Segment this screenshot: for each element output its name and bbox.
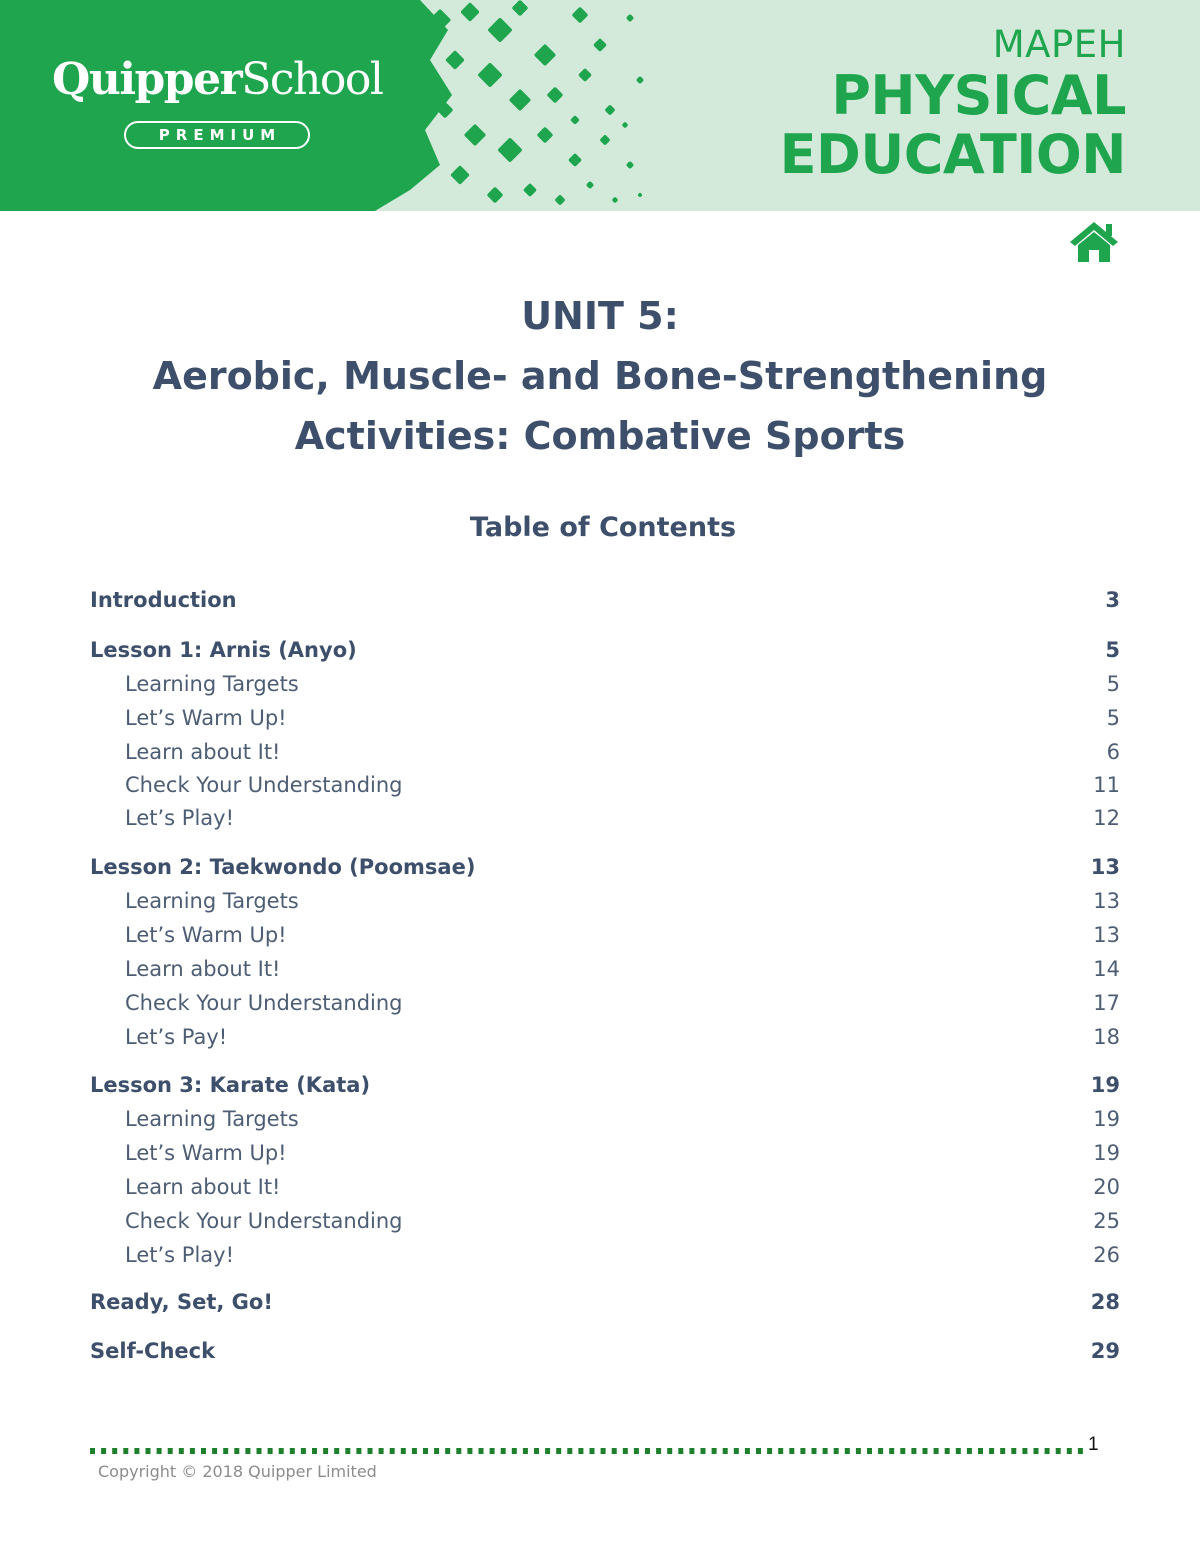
footer-dot bbox=[501, 1448, 506, 1454]
banner-diamond bbox=[509, 89, 532, 112]
footer-dot bbox=[878, 1448, 883, 1454]
banner-diamond bbox=[604, 104, 615, 115]
footer-dot bbox=[701, 1448, 706, 1454]
banner-diamond bbox=[487, 17, 512, 42]
premium-badge: PREMIUM bbox=[124, 121, 310, 149]
footer-dot bbox=[356, 1448, 361, 1454]
toc-section-entry[interactable] bbox=[90, 1339, 1120, 1373]
footer-dot bbox=[412, 1448, 417, 1454]
footer-dot bbox=[390, 1448, 395, 1454]
toc-section-entry[interactable] bbox=[90, 855, 1120, 889]
toc-entry-label: Let’s Pay! bbox=[125, 1025, 228, 1049]
toc-entry-page: 14 bbox=[1093, 957, 1120, 981]
toc-entry-page: 13 bbox=[1093, 889, 1120, 913]
toc-entry-label: Check Your Understanding bbox=[125, 773, 403, 797]
footer-dot bbox=[157, 1448, 162, 1454]
footer-dot bbox=[934, 1448, 939, 1454]
toc-entry-page: 11 bbox=[1093, 773, 1120, 797]
toc-entry-page: 18 bbox=[1093, 1025, 1120, 1049]
banner-diamond bbox=[512, 0, 529, 16]
banner-diamond bbox=[578, 68, 592, 82]
footer-dot bbox=[423, 1448, 428, 1454]
footer-dot bbox=[201, 1448, 206, 1454]
toc-entry-page: 26 bbox=[1093, 1243, 1120, 1267]
footer-dot bbox=[656, 1448, 661, 1454]
banner-diamond bbox=[611, 196, 618, 203]
subject-title bbox=[780, 24, 1126, 184]
footer-dot bbox=[1078, 1448, 1083, 1454]
banner-diamond bbox=[636, 76, 644, 84]
footer-dot bbox=[967, 1448, 972, 1454]
footer-dot bbox=[479, 1448, 484, 1454]
toc-entry-page: 17 bbox=[1093, 991, 1120, 1015]
toc-entry-page: 13 bbox=[1090, 855, 1120, 879]
toc-entry-label: Learning Targets bbox=[125, 889, 299, 913]
footer-dot bbox=[956, 1448, 961, 1454]
banner-diamond bbox=[537, 127, 554, 144]
toc-subsection-entry[interactable] bbox=[90, 740, 1120, 774]
footer-dot bbox=[889, 1448, 894, 1454]
footer-dot bbox=[823, 1448, 828, 1454]
footer-dot bbox=[134, 1448, 139, 1454]
banner-diamond bbox=[637, 192, 643, 198]
banner-diamond bbox=[460, 2, 480, 22]
footer-dot bbox=[812, 1448, 817, 1454]
quipper-school-logo: QuipperSchool bbox=[52, 54, 383, 105]
footer-dot bbox=[1011, 1448, 1016, 1454]
toc-entry-page: 25 bbox=[1093, 1209, 1120, 1233]
footer-dot bbox=[257, 1448, 262, 1454]
footer-dot bbox=[290, 1448, 295, 1454]
footer-dot bbox=[112, 1448, 117, 1454]
toc-entry-label: Let’s Play! bbox=[125, 806, 234, 830]
unit-number: UNIT 5: bbox=[521, 294, 679, 338]
footer-dot bbox=[146, 1448, 151, 1454]
copyright-text: Copyright © 2018 Quipper Limited bbox=[98, 1462, 377, 1481]
footer-dot bbox=[323, 1448, 328, 1454]
footer-dot bbox=[567, 1448, 572, 1454]
footer-dotted-line bbox=[88, 1446, 1084, 1456]
footer-dot bbox=[723, 1448, 728, 1454]
footer-dot bbox=[945, 1448, 950, 1454]
toc-entry-page: 29 bbox=[1090, 1339, 1120, 1363]
footer-dot bbox=[800, 1448, 805, 1454]
footer-dot bbox=[312, 1448, 317, 1454]
footer-dot bbox=[223, 1448, 228, 1454]
footer-dot bbox=[434, 1448, 439, 1454]
footer-dot bbox=[123, 1448, 128, 1454]
toc-entry-label: Let’s Play! bbox=[125, 1243, 234, 1267]
footer-dot bbox=[334, 1448, 339, 1454]
footer-dot bbox=[90, 1448, 95, 1454]
toc-subsection-entry[interactable] bbox=[90, 1243, 1120, 1277]
toc-entry-page: 13 bbox=[1093, 923, 1120, 947]
toc-entry-label: Check Your Understanding bbox=[125, 1209, 403, 1233]
toc-entry-label: Check Your Understanding bbox=[125, 991, 403, 1015]
toc-entry-page: 6 bbox=[1106, 740, 1120, 764]
toc-subsection-entry[interactable] bbox=[90, 889, 1120, 923]
footer-dot bbox=[545, 1448, 550, 1454]
footer-dot bbox=[578, 1448, 583, 1454]
footer-dot bbox=[179, 1448, 184, 1454]
footer-dot bbox=[745, 1448, 750, 1454]
banner-diamond bbox=[497, 137, 522, 162]
banner-diamond bbox=[593, 38, 607, 52]
footer-dot bbox=[445, 1448, 450, 1454]
footer-dot bbox=[789, 1448, 794, 1454]
banner-diamond bbox=[487, 187, 504, 204]
toc-subsection-entry[interactable] bbox=[90, 806, 1120, 840]
banner-diamond bbox=[534, 44, 557, 67]
subject-line-1: PHYSICAL bbox=[831, 64, 1126, 127]
toc-entry-page: 12 bbox=[1093, 806, 1120, 830]
toc-entry-label: Self-Check bbox=[90, 1339, 216, 1363]
footer-dot bbox=[623, 1448, 628, 1454]
footer-dot bbox=[645, 1448, 650, 1454]
banner-diamond bbox=[626, 14, 634, 22]
footer-dot bbox=[534, 1448, 539, 1454]
toc-subsection-entry[interactable] bbox=[90, 1107, 1120, 1141]
footer-dot bbox=[1067, 1448, 1072, 1454]
toc-entry-label: Learn about It! bbox=[125, 740, 281, 764]
banner-diamond bbox=[554, 194, 565, 205]
footer-dot bbox=[301, 1448, 306, 1454]
toc-entry-page: 19 bbox=[1093, 1141, 1120, 1165]
banner-diamond bbox=[464, 124, 487, 147]
footer-dot bbox=[590, 1448, 595, 1454]
footer-dot bbox=[1022, 1448, 1027, 1454]
toc-section-entry[interactable] bbox=[90, 588, 1120, 622]
toc-entry-label: Learn about It! bbox=[125, 957, 281, 981]
unit-title-line-2: Activities: Combative Sports bbox=[294, 414, 906, 458]
footer-dot bbox=[989, 1448, 994, 1454]
footer-dot bbox=[168, 1448, 173, 1454]
footer-dot bbox=[212, 1448, 217, 1454]
footer-dot bbox=[856, 1448, 861, 1454]
toc-entry-page: 28 bbox=[1090, 1290, 1120, 1314]
home-icon[interactable] bbox=[1068, 220, 1120, 264]
toc-section-entry[interactable] bbox=[90, 1290, 1120, 1324]
footer-dot bbox=[268, 1448, 273, 1454]
footer-dot bbox=[845, 1448, 850, 1454]
banner-diamond bbox=[547, 87, 564, 104]
footer-dot bbox=[190, 1448, 195, 1454]
toc-section-entry[interactable] bbox=[90, 1073, 1120, 1107]
toc-entry-label: Introduction bbox=[90, 588, 237, 612]
footer-dot bbox=[1000, 1448, 1005, 1454]
footer-dot bbox=[978, 1448, 983, 1454]
page-number: 1 bbox=[1088, 1434, 1099, 1455]
footer-dot bbox=[756, 1448, 761, 1454]
footer-dot bbox=[345, 1448, 350, 1454]
footer-dot bbox=[767, 1448, 772, 1454]
footer-dot bbox=[245, 1448, 250, 1454]
footer-dot bbox=[900, 1448, 905, 1454]
footer-dot bbox=[456, 1448, 461, 1454]
toc-subsection-entry[interactable] bbox=[90, 1141, 1120, 1175]
banner-diamond bbox=[626, 161, 634, 169]
footer-dot bbox=[490, 1448, 495, 1454]
toc-entry-page: 19 bbox=[1090, 1073, 1120, 1097]
footer-dot bbox=[379, 1448, 384, 1454]
toc-subsection-entry[interactable] bbox=[90, 773, 1120, 807]
footer-dot bbox=[1045, 1448, 1050, 1454]
toc-entry-label: Lesson 2: Taekwondo (Poomsae) bbox=[90, 855, 476, 879]
toc-heading: Table of Contents bbox=[469, 512, 737, 543]
toc-entry-label: Learning Targets bbox=[125, 672, 299, 696]
banner-diamond bbox=[570, 115, 580, 125]
toc-entry-label: Learn about It! bbox=[125, 1175, 281, 1199]
toc-entry-label: Lesson 3: Karate (Kata) bbox=[90, 1073, 371, 1097]
banner-diamond bbox=[621, 121, 628, 128]
banner-diamond bbox=[572, 7, 589, 24]
toc-entry-label: Lesson 1: Arnis (Anyo) bbox=[90, 638, 357, 662]
footer-dot bbox=[601, 1448, 606, 1454]
footer-dot bbox=[667, 1448, 672, 1454]
banner-diamond bbox=[477, 62, 502, 87]
banner-diamond bbox=[599, 134, 610, 145]
footer-dot bbox=[612, 1448, 617, 1454]
toc-entry-page: 19 bbox=[1093, 1107, 1120, 1131]
toc-subsection-entry[interactable] bbox=[90, 672, 1120, 706]
banner-diamond bbox=[450, 165, 470, 185]
toc-subsection-entry[interactable] bbox=[90, 957, 1120, 991]
toc-entry-page: 5 bbox=[1106, 672, 1120, 696]
banner-diamond bbox=[523, 183, 537, 197]
toc-entry-label: Let’s Warm Up! bbox=[125, 923, 287, 947]
footer-dot bbox=[867, 1448, 872, 1454]
toc-entry-page: 5 bbox=[1105, 638, 1120, 662]
subject-line-2: EDUCATION bbox=[779, 123, 1126, 186]
footer-dot bbox=[523, 1448, 528, 1454]
footer-dot bbox=[101, 1448, 106, 1454]
toc-entry-page: 5 bbox=[1106, 706, 1120, 730]
toc-subsection-entry[interactable] bbox=[90, 1175, 1120, 1209]
unit-title bbox=[0, 286, 1200, 466]
banner-diamond bbox=[568, 153, 582, 167]
footer-dot bbox=[234, 1448, 239, 1454]
toc-subsection-entry[interactable] bbox=[90, 991, 1120, 1025]
footer-dot bbox=[778, 1448, 783, 1454]
footer-dot bbox=[734, 1448, 739, 1454]
banner-diamond bbox=[586, 181, 594, 189]
toc-entry-label: Let’s Warm Up! bbox=[125, 1141, 287, 1165]
footer-dot bbox=[368, 1448, 373, 1454]
header-banner bbox=[0, 0, 1200, 211]
footer-dot bbox=[712, 1448, 717, 1454]
footer-dot bbox=[911, 1448, 916, 1454]
toc-subsection-entry[interactable] bbox=[90, 1209, 1120, 1243]
toc-section-entry[interactable] bbox=[90, 638, 1120, 672]
toc-subsection-entry[interactable] bbox=[90, 923, 1120, 957]
footer-dot bbox=[279, 1448, 284, 1454]
toc-entry-page: 3 bbox=[1105, 588, 1120, 612]
footer-dot bbox=[467, 1448, 472, 1454]
footer-dot bbox=[401, 1448, 406, 1454]
toc-subsection-entry[interactable] bbox=[90, 706, 1120, 740]
footer-dot bbox=[1056, 1448, 1061, 1454]
footer-dot bbox=[556, 1448, 561, 1454]
toc-entry-page: 20 bbox=[1093, 1175, 1120, 1199]
toc-entry-label: Let’s Warm Up! bbox=[125, 706, 287, 730]
footer-dot bbox=[923, 1448, 928, 1454]
footer-dot bbox=[634, 1448, 639, 1454]
footer-dot bbox=[834, 1448, 839, 1454]
subject-mapeh: MAPEH bbox=[992, 23, 1126, 66]
unit-title-line-1: Aerobic, Muscle- and Bone-Strengthening bbox=[152, 354, 1048, 398]
banner-diamond bbox=[445, 50, 465, 70]
toc-entry-label: Ready, Set, Go! bbox=[90, 1290, 273, 1314]
footer-dot bbox=[689, 1448, 694, 1454]
footer-dot bbox=[512, 1448, 517, 1454]
toc-subsection-entry[interactable] bbox=[90, 1025, 1120, 1059]
toc-entry-label: Learning Targets bbox=[125, 1107, 299, 1131]
footer-dot bbox=[1034, 1448, 1039, 1454]
footer-dot bbox=[678, 1448, 683, 1454]
